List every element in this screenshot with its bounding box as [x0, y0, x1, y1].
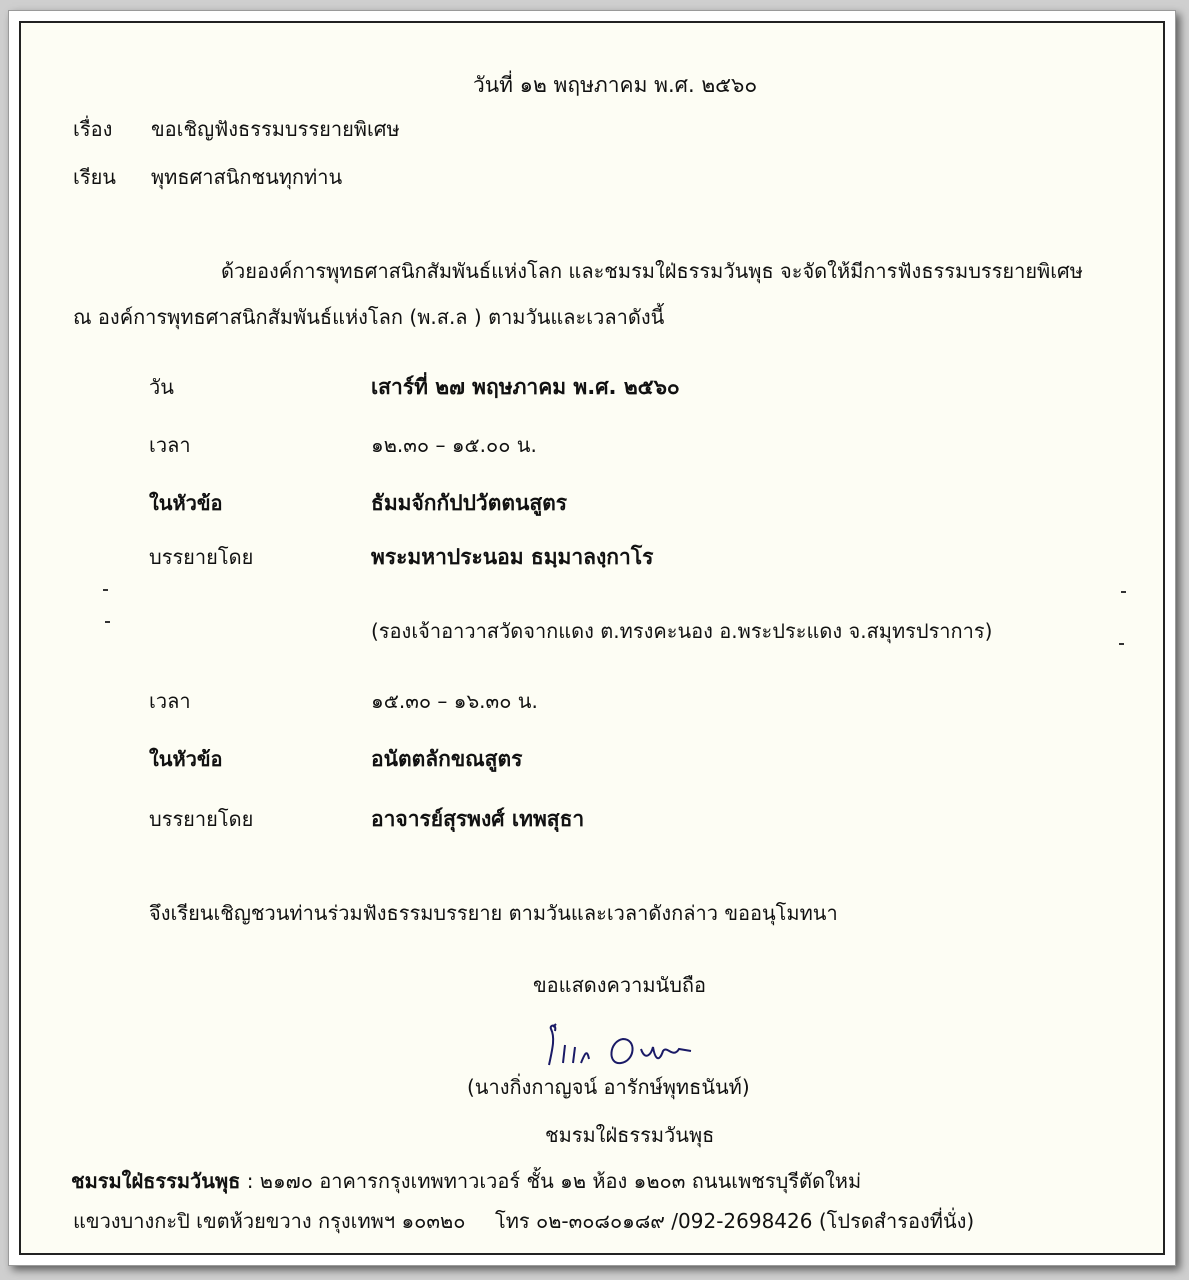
recipient-text: พุทธศาสนิกชนทุกท่าน: [151, 165, 343, 189]
day-label: วัน: [149, 375, 174, 399]
session2-topic-value: อนัตตลักขณสูตร: [371, 747, 523, 771]
closing-regards: ขอแสดงความนับถือ: [533, 973, 707, 997]
signer-name: (นางกิ่งกาญจน์ อารักษ์พุทธนันท์): [467, 1075, 750, 1099]
signer-organization: ชมรมใฝ่ธรรมวันพุธ: [545, 1123, 715, 1147]
letter-page: [19, 21, 1165, 1255]
session2-time-label: เวลา: [149, 689, 191, 713]
closing-invitation: จึงเรียนเชิญชวนท่านร่วมฟังธรรมบรรยาย ตามวันและเวลาดังกล่าว ขออนุโมทนา: [149, 901, 838, 925]
recipient-label: เรียน: [73, 165, 116, 189]
session2-speaker-label: บรรยายโดย: [149, 807, 254, 831]
scan-speck: [1119, 643, 1124, 645]
day-value: เสาร์ที่ ๒๗ พฤษภาคม พ.ศ. ๒๕๖๐: [371, 375, 680, 399]
date-line: วันที่ ๑๒ พฤษภาคม พ.ศ. ๒๕๖๐: [473, 73, 758, 97]
handwritten-signature: [541, 1019, 731, 1075]
session1-topic-value: ธัมมจักกัปปวัตตนสูตร: [371, 491, 568, 515]
session1-topic-label: ในหัวข้อ: [149, 491, 223, 515]
session2-time-value: ๑๕.๓๐ – ๑๖.๓๐ น.: [371, 689, 538, 713]
intro-paragraph-line1: ด้วยองค์การพุทธศาสนิกสัมพันธ์แห่งโลก และชมรมใฝ่ธรรมวันพุธ จะจัดให้มีการฟังธรรมบรรยายพิเศษ: [221, 259, 1083, 283]
footer-address-line2: แขวงบางกะปิ เขตห้วยขวาง กรุงเทพฯ ๑๐๓๒๐: [73, 1209, 466, 1233]
session2-topic-label: ในหัวข้อ: [149, 747, 223, 771]
subject-label: เรื่อง: [73, 117, 113, 141]
session1-speaker-label: บรรยายโดย: [149, 545, 254, 569]
scan-speck: [105, 621, 110, 623]
scan-speck: [103, 589, 108, 591]
session1-time-value: ๑๒.๓๐ – ๑๕.๐๐ น.: [371, 433, 537, 457]
footer-address-text: : ๒๑๗๐ อาคารกรุงเทพทาวเวอร์ ชั้น ๑๒ ห้อง ๑๒๐๓ ถนนเพชรบุรีตัดใหม่: [240, 1169, 862, 1193]
session2-speaker-value: อาจารย์สุรพงศ์ เทพสุธา: [371, 807, 585, 831]
scan-speck: [1121, 591, 1126, 593]
session1-speaker-note: (รองเจ้าอาวาสวัดจากแดง ต.ทรงคะนอง อ.พระประแดง จ.สมุทรปราการ): [371, 619, 993, 643]
session1-time-label: เวลา: [149, 433, 191, 457]
footer-address-line1: [71, 1169, 861, 1193]
session1-speaker-value: พระมหาประนอม ธมฺมาลงฺกาโร: [371, 545, 654, 569]
subject-text: ขอเชิญฟังธรรมบรรยายพิเศษ: [151, 117, 400, 141]
document-frame: [8, 10, 1176, 1266]
intro-paragraph-line2: ณ องค์การพุทธศาสนิกสัมพันธ์แห่งโลก (พ.ส.ล ) ตามวันและเวลาดังนี้: [73, 305, 665, 329]
footer-phone: โทร ๐๒-๓๐๘๐๑๘๙ /092-2698426 (โปรดสำรองที่นั่ง): [495, 1209, 975, 1233]
footer-org-name: ชมรมใฝ่ธรรมวันพุธ: [71, 1169, 241, 1193]
